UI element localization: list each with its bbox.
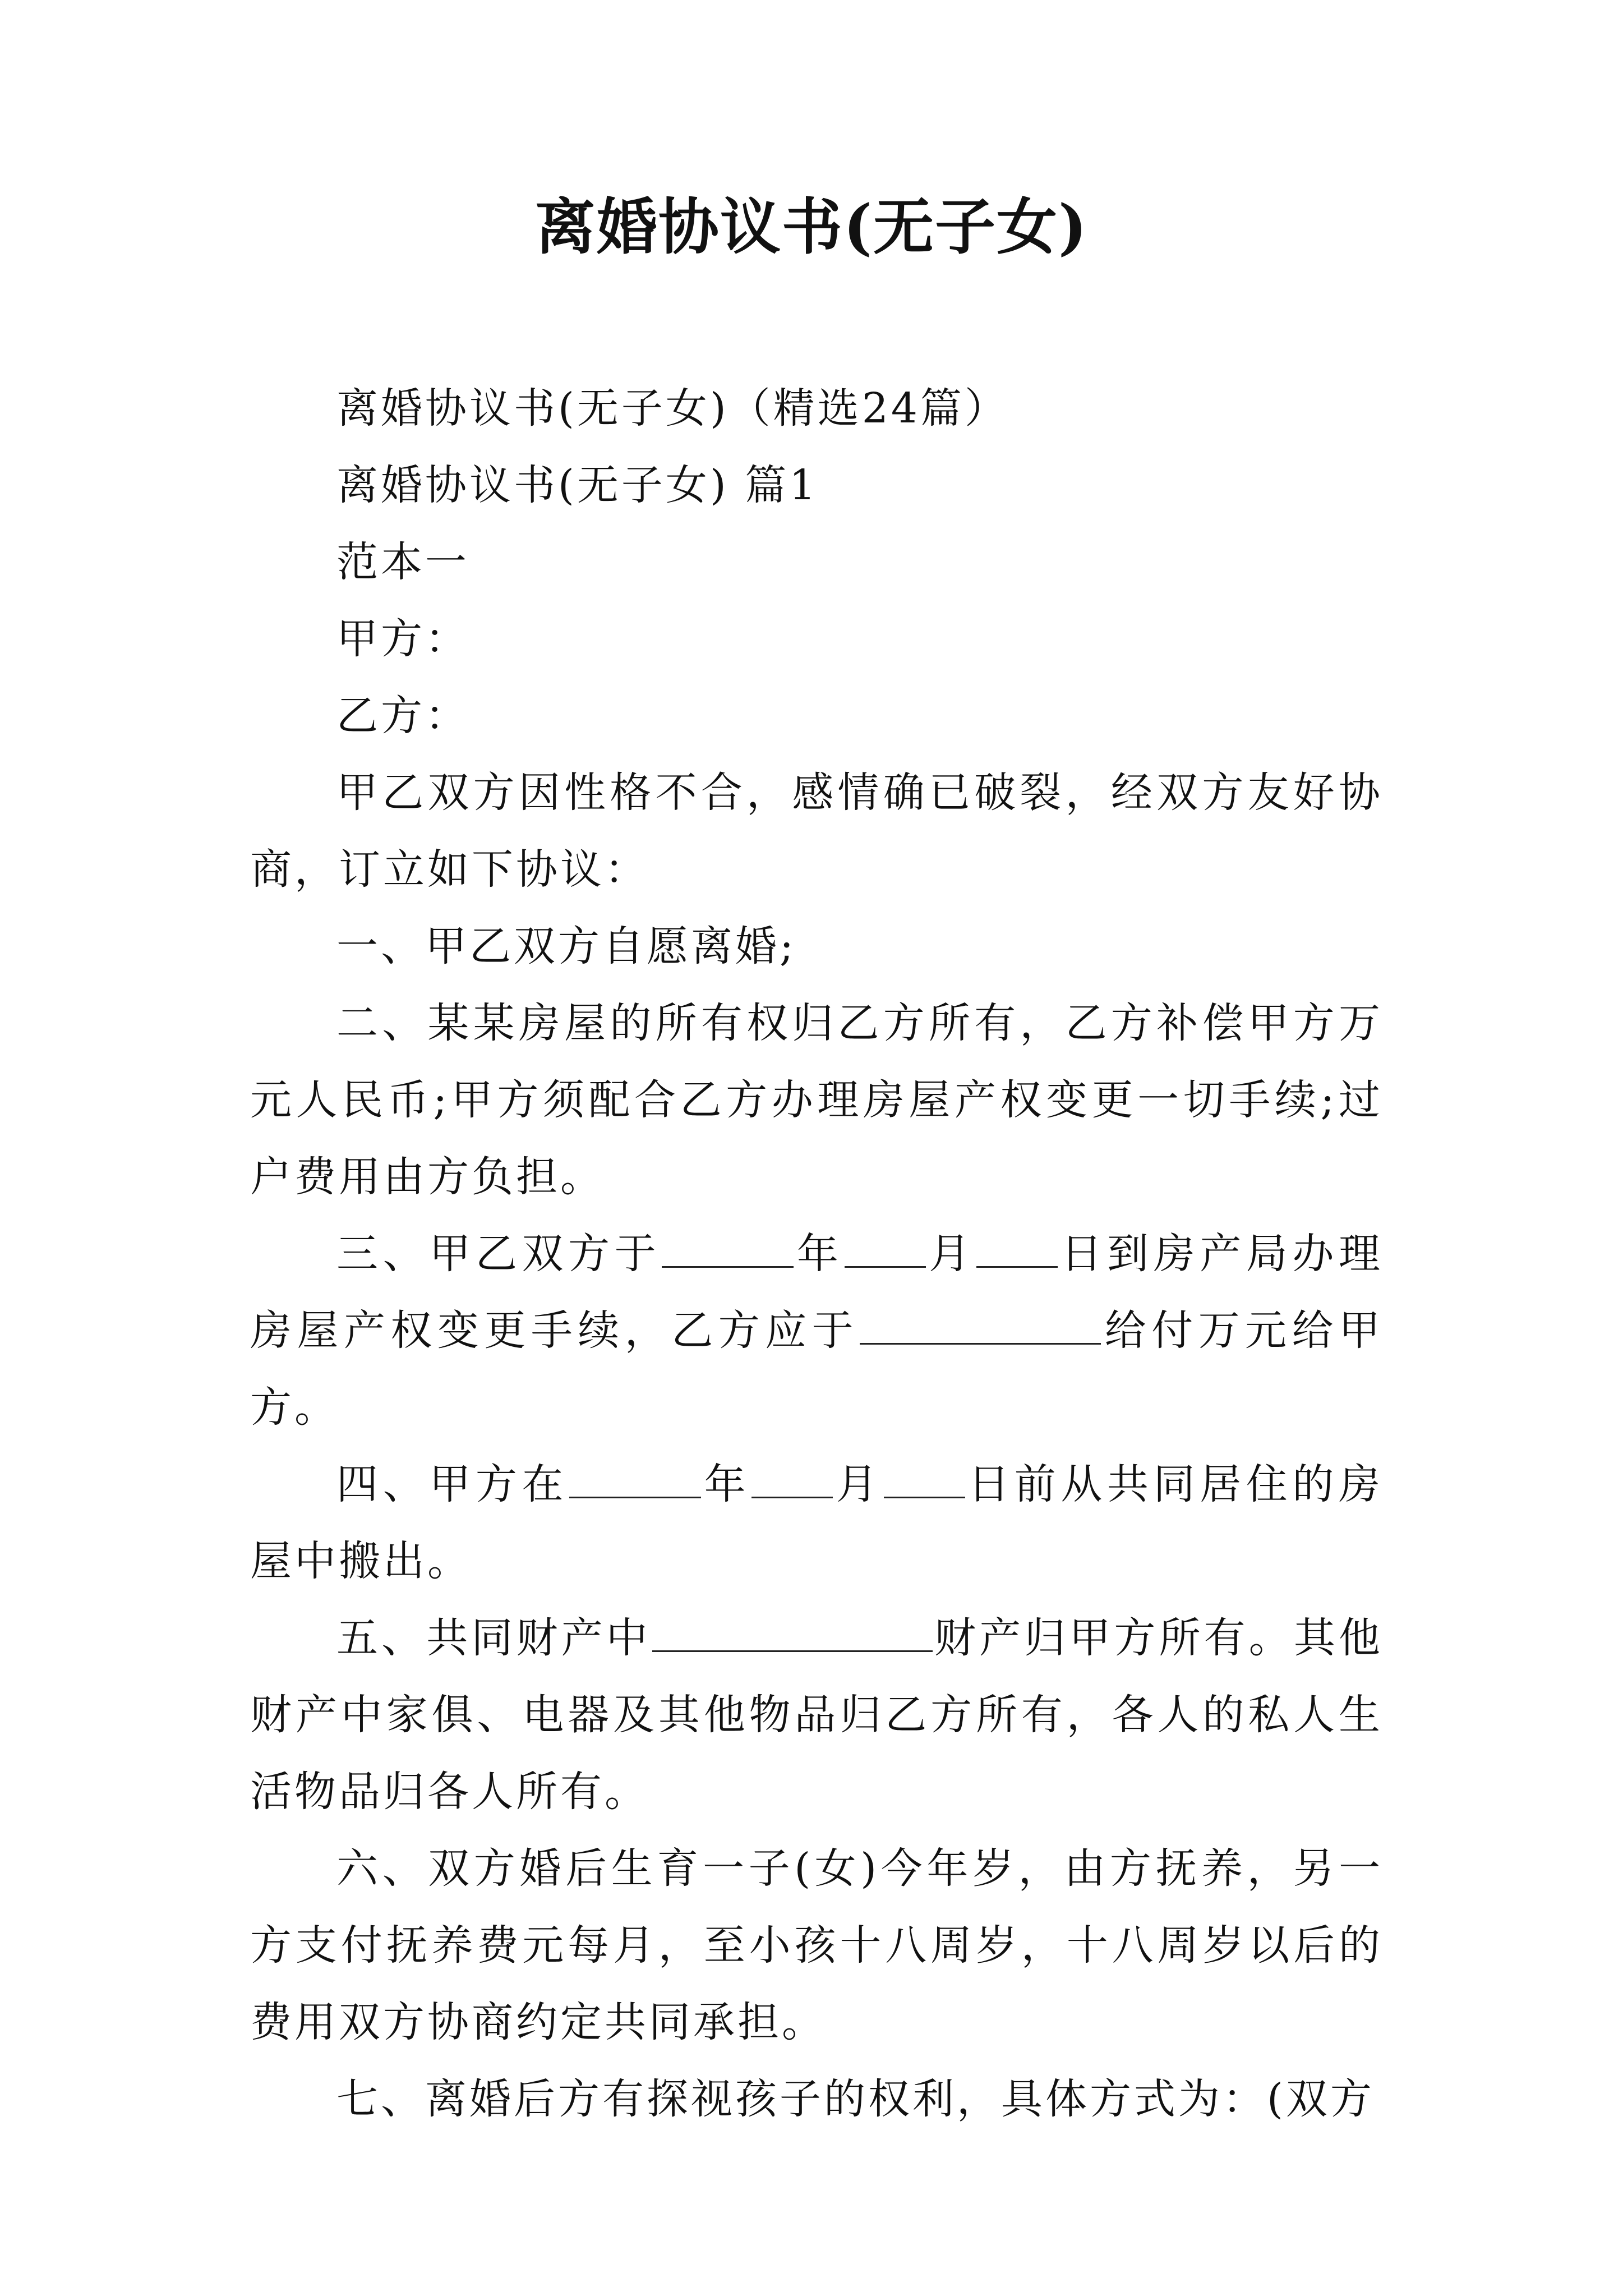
- paragraph-intro: 甲乙双方因性格不合，感情确已破裂，经双方友好协商，订立如下协议：: [250, 769, 1383, 894]
- clause-4-month-label: 月: [834, 1460, 883, 1508]
- clause-3-part-2: 日到房产局办理房屋产权变更手续，乙方应于: [250, 1230, 1384, 1355]
- clause-1: 一、甲乙双方自愿离婚;: [336, 922, 796, 970]
- clause-2: 二、某某房屋的所有权归乙方所有，乙方补偿甲方万元人民币;甲方须配合乙方办理房屋产权变更一切手续;过户费用由方负担。: [250, 999, 1383, 1201]
- clause-4: [250, 1446, 1383, 1600]
- clause-3-month-label: 月: [926, 1230, 975, 1278]
- clause-7: 七、离婚后方有探视孩子的权利，具体方式为：(双方: [336, 2075, 1375, 2123]
- paragraph-template-label: 范本一: [336, 538, 469, 586]
- clause-5-part-2: 财产归甲方所有。其他财产中家俱、电器及其他物品归乙方所有，各人的私人生活物品归各人所有。: [250, 1614, 1384, 1816]
- clause-6: 六、双方婚后生育一子(女)今年岁，由方抚养，另一方支付抚养费元每月，至小孩十八周岁，十八周岁以后的费用双方协商约定共同承担。: [250, 1844, 1383, 2046]
- clause-3-part-3: 给付万元给甲方。: [250, 1306, 1383, 1432]
- blank-year: [569, 1460, 701, 1498]
- clause-4-part-1: 四、甲方在: [336, 1460, 569, 1508]
- blank-month: [845, 1229, 926, 1268]
- clause-3-part-1: 三、甲乙双方于: [336, 1230, 661, 1278]
- blank-day: [976, 1229, 1058, 1268]
- clause-3-year-label: 年: [795, 1230, 843, 1278]
- blank-property: [652, 1613, 933, 1652]
- clause-4-part-2: 日前从共同居住的房屋中搬出。: [250, 1460, 1384, 1585]
- blank-payment-date: [860, 1306, 1101, 1345]
- clause-5-part-1: 五、共同财产中: [336, 1614, 651, 1662]
- paragraph-section-heading: 离婚协议书(无子女) 篇1: [336, 461, 819, 509]
- paragraph-party-a: 甲方：: [336, 615, 469, 663]
- document-body: [250, 370, 1383, 2138]
- blank-month: [751, 1460, 833, 1498]
- blank-day: [884, 1460, 965, 1498]
- document-title: 离婚协议书(无子女): [534, 192, 1089, 263]
- clause-5: [250, 1600, 1383, 1830]
- paragraph-subtitle: 离婚协议书(无子女)（精选24篇）: [336, 384, 1009, 432]
- clause-4-year-label: 年: [702, 1460, 751, 1508]
- paragraph-party-b: 乙方：: [336, 692, 469, 740]
- clause-3: [250, 1216, 1383, 1446]
- blank-year: [662, 1229, 794, 1268]
